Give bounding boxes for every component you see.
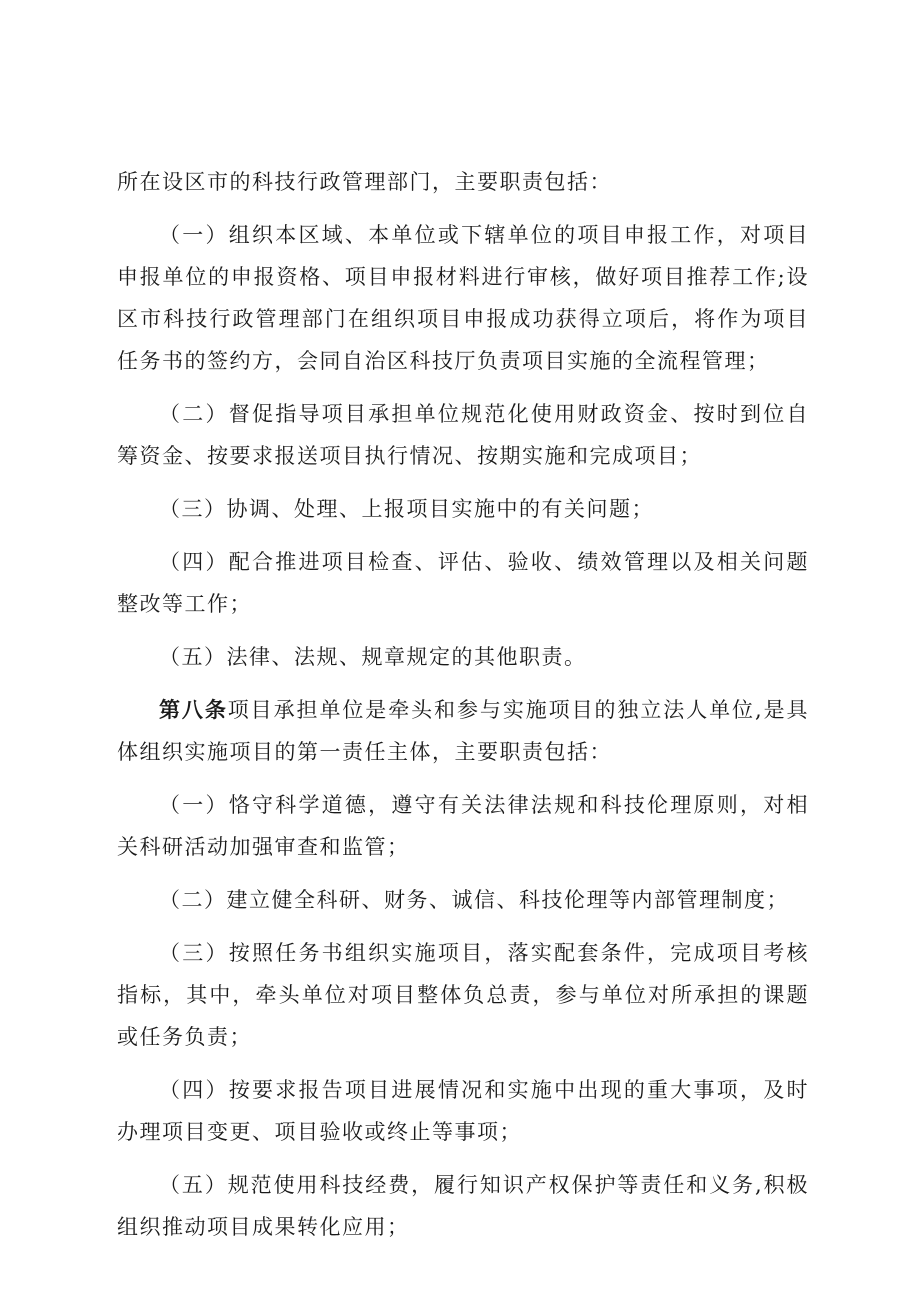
paragraph-item-1 [117, 784, 809, 868]
paragraph-item-5 [117, 1164, 809, 1248]
paragraph-text: （二）督促指导项目承担单位规范化使用财政资金、按时到位自筹资金、按要求报送项目执行情况、按期实施和完成项目； [117, 402, 809, 468]
paragraph-text: 所在设区市的科技行政管理部门，主要职责包括： [117, 170, 612, 194]
paragraph-text: （四）配合推进项目检查、评估、验收、绩效管理以及相关问题整改等工作； [117, 550, 809, 616]
paragraph-text: （三）按照任务书组织实施项目，落实配套条件，完成项目考核指标，其中，牵头单位对项目整体负总责，参与单位对所承担的课题或任务负责； [117, 941, 809, 1049]
article-label: 第八条 [159, 697, 228, 722]
paragraph-text: （二）建立健全科研、财务、诚信、科技伦理等内部管理制度； [159, 888, 789, 912]
paragraph-text: （五）法律、法规、规章规定的其他职责。 [159, 645, 587, 669]
paragraph-item-1 [117, 214, 809, 382]
paragraph-text: （五）规范使用科技经费，履行知识产权保护等责任和义务,积极组织推动项目成果转化应用； [117, 1173, 809, 1239]
paragraph-text: （一）恪守科学道德，遵守有关法律法规和科技伦理原则，对相关科研活动加强审查和监管； [117, 793, 809, 859]
paragraph-intro [117, 161, 809, 203]
paragraph-text: （一）组织本区域、本单位或下辖单位的项目申报工作，对项目申报单位的申报资格、项目申报材料进行审核，做好项目推荐工作;设区市科技行政管理部门在组织项目申报成功获得立项后，将作为项目任务书的签约方，会同自治区科技厅负责项目实施的全流程管理； [117, 223, 809, 373]
paragraph-text: （三）协调、处理、上报项目实施中的有关问题； [159, 497, 654, 521]
paragraph-text: 项目承担单位是牵头和参与实施项目的独立法人单位,是具体组织实施项目的第一责任主体，主要职责包括： [117, 698, 809, 764]
paragraph-text: （四）按要求报告项目进展情况和实施中出现的重大事项，及时办理项目变更、项目验收或终止等事项； [117, 1078, 809, 1144]
document-body [117, 161, 809, 1259]
paragraph-item-4 [117, 541, 809, 625]
paragraph-item-3 [117, 932, 809, 1058]
article-8-paragraph [117, 689, 809, 773]
paragraph-item-3 [117, 488, 809, 530]
paragraph-item-2 [117, 879, 809, 921]
paragraph-item-5 [117, 636, 809, 678]
paragraph-item-2 [117, 393, 809, 477]
paragraph-item-4 [117, 1069, 809, 1153]
